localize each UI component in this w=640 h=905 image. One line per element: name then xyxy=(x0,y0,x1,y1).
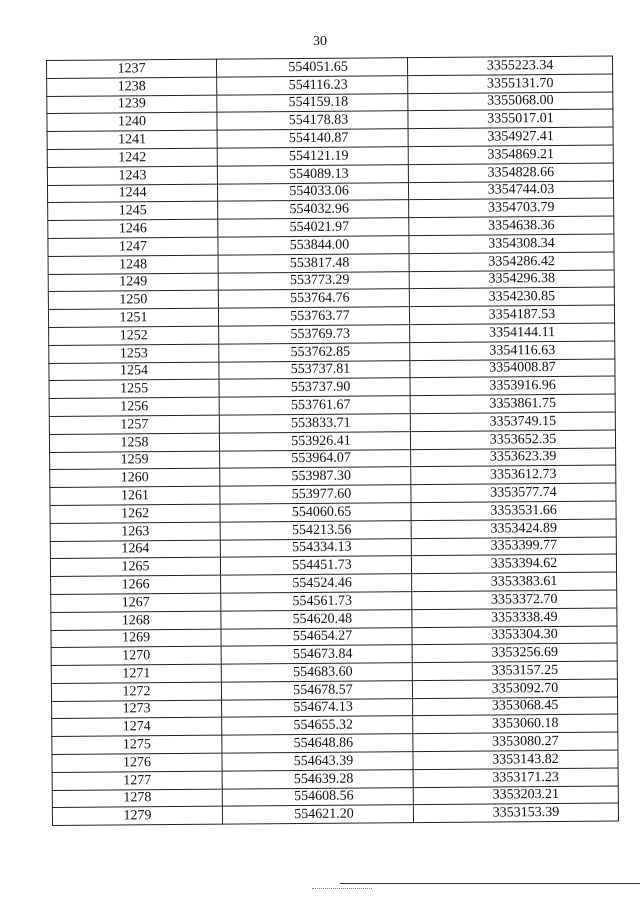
y-coordinate-value: 3353157.25 xyxy=(491,662,559,679)
x-coordinate-cell xyxy=(222,770,413,789)
point-number-value: 1254 xyxy=(119,363,149,379)
point-number-value: 1275 xyxy=(122,737,151,753)
x-coordinate-value: 554021.97 xyxy=(289,219,350,236)
x-coordinate-value: 554033.06 xyxy=(289,184,349,200)
y-coordinate-value: 3353080.27 xyxy=(492,734,559,750)
point-number-cell xyxy=(47,166,217,185)
y-coordinate-cell xyxy=(412,608,617,627)
y-coordinate-value: 3353060.18 xyxy=(491,716,559,732)
y-coordinate-value: 3354230.85 xyxy=(488,289,556,305)
x-coordinate-value: 554140.87 xyxy=(288,130,349,147)
y-coordinate-cell xyxy=(410,341,615,360)
y-coordinate-cell xyxy=(411,519,616,538)
x-coordinate-value: 553844.00 xyxy=(289,237,350,253)
y-coordinate-cell xyxy=(410,323,615,342)
point-number-cell xyxy=(49,433,219,452)
x-coordinate-cell xyxy=(222,734,413,753)
point-number-value: 1250 xyxy=(119,292,148,308)
point-number-cell xyxy=(50,486,220,505)
x-coordinate-cell xyxy=(219,360,410,379)
point-number-cell xyxy=(47,130,217,149)
point-number-value: 1269 xyxy=(121,630,151,646)
x-coordinate-cell xyxy=(219,396,410,415)
x-coordinate-cell xyxy=(218,307,409,326)
x-coordinate-value: 554121.19 xyxy=(288,148,349,164)
point-number-value: 1238 xyxy=(117,78,146,95)
y-coordinate-cell xyxy=(410,376,615,395)
y-coordinate-cell xyxy=(409,252,614,271)
y-coordinate-cell xyxy=(413,768,618,787)
y-coordinate-cell xyxy=(411,501,616,520)
point-number-cell xyxy=(51,646,221,665)
y-coordinate-value: 3353861.75 xyxy=(489,395,557,412)
x-coordinate-value: 553769.73 xyxy=(290,326,350,342)
point-number-cell xyxy=(52,753,222,772)
x-coordinate-cell xyxy=(221,645,412,664)
y-coordinate-cell xyxy=(411,448,616,467)
y-coordinate-value: 3353399.77 xyxy=(490,538,558,554)
y-coordinate-cell xyxy=(413,715,618,734)
point-number-value: 1268 xyxy=(121,612,150,628)
y-coordinate-value: 3353916.96 xyxy=(489,378,556,394)
x-coordinate-value: 554451.73 xyxy=(292,557,352,574)
x-coordinate-value: 554213.56 xyxy=(291,522,352,538)
x-coordinate-value: 554334.13 xyxy=(292,539,352,556)
y-coordinate-value: 3354927.41 xyxy=(487,128,554,145)
y-coordinate-value: 3354828.66 xyxy=(487,164,555,181)
x-coordinate-cell xyxy=(216,58,407,77)
y-coordinate-value: 3355017.01 xyxy=(487,111,554,127)
page-number: 30 xyxy=(313,34,327,49)
y-coordinate-value: 3353203.21 xyxy=(492,787,560,803)
y-coordinate-cell xyxy=(409,270,614,289)
point-number-value: 1258 xyxy=(120,434,149,450)
point-number-cell xyxy=(48,273,218,292)
y-coordinate-value: 3354008.87 xyxy=(489,360,556,376)
point-number-cell xyxy=(48,291,218,310)
point-number-value: 1239 xyxy=(117,96,146,112)
x-coordinate-value: 554654.27 xyxy=(292,628,353,645)
point-number-cell xyxy=(52,771,222,790)
x-coordinate-value: 553833.71 xyxy=(291,415,351,431)
y-coordinate-cell xyxy=(408,145,613,164)
y-coordinate-cell xyxy=(408,163,613,182)
point-number-value: 1241 xyxy=(118,132,147,148)
x-coordinate-value: 553761.67 xyxy=(290,397,351,414)
footer-dotted-mark xyxy=(312,888,372,889)
y-coordinate-value: 3353143.82 xyxy=(492,751,559,768)
y-coordinate-value: 3353394.62 xyxy=(490,556,558,572)
point-number-value: 1245 xyxy=(118,203,147,219)
point-number-cell xyxy=(47,77,217,96)
point-number-value: 1261 xyxy=(120,488,149,504)
y-coordinate-cell xyxy=(413,750,618,769)
coordinates-table-body xyxy=(47,56,619,826)
point-number-cell xyxy=(49,326,219,345)
x-coordinate-value: 554620.48 xyxy=(292,611,353,627)
x-coordinate-cell xyxy=(220,485,411,504)
point-number-cell xyxy=(52,718,222,737)
point-number-value: 1257 xyxy=(120,416,149,433)
x-coordinate-cell xyxy=(222,716,413,735)
x-coordinate-cell xyxy=(219,325,410,344)
point-number-cell xyxy=(48,308,218,327)
point-number-value: 1278 xyxy=(123,790,152,806)
point-number-value: 1248 xyxy=(119,256,148,272)
x-coordinate-cell xyxy=(217,182,408,201)
point-number-value: 1273 xyxy=(122,701,151,717)
point-number-value: 1277 xyxy=(123,772,152,789)
x-coordinate-cell xyxy=(217,147,408,166)
point-number-value: 1260 xyxy=(120,470,149,486)
y-coordinate-value: 3354869.21 xyxy=(487,146,555,163)
point-number-cell xyxy=(52,735,222,754)
y-coordinate-value: 3353171.23 xyxy=(492,769,559,786)
point-number-value: 1279 xyxy=(123,808,152,824)
point-number-value: 1262 xyxy=(121,505,150,522)
x-coordinate-cell xyxy=(219,342,410,361)
point-number-cell xyxy=(51,575,221,594)
point-number-cell xyxy=(52,807,222,826)
point-number-value: 1271 xyxy=(122,666,151,682)
x-coordinate-value: 554655.32 xyxy=(293,717,354,734)
point-number-value: 1256 xyxy=(120,399,149,415)
point-number-value: 1246 xyxy=(118,221,147,237)
x-coordinate-value: 553763.77 xyxy=(290,308,350,325)
x-coordinate-cell xyxy=(220,467,411,486)
y-coordinate-cell xyxy=(412,679,617,698)
x-coordinate-value: 554683.60 xyxy=(293,664,353,680)
point-number-value: 1266 xyxy=(121,577,150,593)
point-number-cell xyxy=(52,789,222,808)
point-number-cell xyxy=(50,451,220,470)
x-coordinate-value: 554673.84 xyxy=(292,646,353,663)
y-coordinate-cell xyxy=(408,127,613,146)
y-coordinate-cell xyxy=(411,465,616,484)
point-number-value: 1237 xyxy=(117,61,146,77)
point-number-value: 1247 xyxy=(118,238,148,255)
y-coordinate-value: 3355223.34 xyxy=(486,57,554,74)
y-coordinate-value: 3353068.45 xyxy=(491,698,559,715)
y-coordinate-value: 3353623.39 xyxy=(489,449,557,465)
y-coordinate-value: 3354703.79 xyxy=(487,200,555,216)
x-coordinate-value: 554051.65 xyxy=(288,59,348,75)
table-row xyxy=(52,803,618,825)
x-coordinate-cell xyxy=(219,431,410,450)
x-coordinate-value: 554524.46 xyxy=(292,575,352,591)
y-coordinate-value: 3354286.42 xyxy=(488,253,555,270)
y-coordinate-cell xyxy=(412,590,617,609)
x-coordinate-value: 554178.83 xyxy=(288,112,349,129)
y-coordinate-cell xyxy=(410,430,615,449)
x-coordinate-value: 553987.30 xyxy=(291,468,352,485)
x-coordinate-value: 554678.57 xyxy=(293,682,353,698)
y-coordinate-value: 3353531.66 xyxy=(490,502,557,519)
point-number-cell xyxy=(49,362,219,381)
x-coordinate-cell xyxy=(219,414,410,433)
y-coordinate-cell xyxy=(412,661,617,680)
y-coordinate-cell xyxy=(413,732,618,751)
x-coordinate-cell xyxy=(220,449,411,468)
x-coordinate-cell xyxy=(220,538,411,557)
x-coordinate-value: 553773.29 xyxy=(289,272,350,289)
y-coordinate-value: 3354744.03 xyxy=(487,182,555,198)
x-coordinate-value: 554159.18 xyxy=(288,95,349,111)
x-coordinate-cell xyxy=(222,698,413,717)
y-coordinate-value: 3354187.53 xyxy=(488,306,556,323)
y-coordinate-value: 3353383.61 xyxy=(490,573,558,590)
y-coordinate-cell xyxy=(410,394,615,413)
x-coordinate-cell xyxy=(220,556,411,575)
point-number-value: 1274 xyxy=(122,719,151,735)
x-coordinate-value: 554643.39 xyxy=(293,753,354,769)
x-coordinate-cell xyxy=(220,520,411,539)
x-coordinate-value: 554561.73 xyxy=(292,593,353,609)
point-number-value: 1252 xyxy=(119,327,148,344)
y-coordinate-value: 3354116.63 xyxy=(489,342,556,359)
x-coordinate-value: 554032.96 xyxy=(289,201,349,218)
point-number-cell xyxy=(48,202,218,221)
point-number-value: 1244 xyxy=(118,185,147,201)
x-coordinate-cell xyxy=(221,681,412,700)
y-coordinate-cell xyxy=(411,483,616,502)
x-coordinate-cell xyxy=(217,111,408,130)
y-coordinate-value: 3354296.38 xyxy=(488,271,556,287)
point-number-value: 1272 xyxy=(122,683,151,700)
y-coordinate-value: 3354308.34 xyxy=(488,235,555,252)
y-coordinate-value: 3353612.73 xyxy=(489,467,557,483)
x-coordinate-cell xyxy=(217,164,408,183)
x-coordinate-cell xyxy=(221,609,412,628)
point-number-cell xyxy=(49,397,219,416)
point-number-cell xyxy=(51,593,221,612)
point-number-cell xyxy=(50,468,220,487)
y-coordinate-value: 3353304.30 xyxy=(491,627,558,643)
y-coordinate-cell xyxy=(412,626,617,645)
y-coordinate-value: 3353153.39 xyxy=(492,805,560,821)
x-coordinate-value: 553817.48 xyxy=(289,255,350,271)
y-coordinate-cell xyxy=(408,92,613,111)
x-coordinate-cell xyxy=(218,236,409,255)
point-number-value: 1243 xyxy=(118,167,147,184)
x-coordinate-value: 553977.60 xyxy=(291,486,352,503)
point-number-cell xyxy=(49,415,219,434)
y-coordinate-cell xyxy=(412,643,617,662)
x-coordinate-cell xyxy=(222,805,413,824)
y-coordinate-cell xyxy=(408,74,613,93)
x-coordinate-cell xyxy=(217,93,408,112)
y-coordinate-cell xyxy=(413,803,618,822)
x-coordinate-cell xyxy=(218,271,409,290)
x-coordinate-cell xyxy=(219,378,410,397)
point-number-cell xyxy=(47,95,217,114)
x-coordinate-cell xyxy=(221,663,412,682)
x-coordinate-cell xyxy=(218,200,409,219)
x-coordinate-value: 554639.28 xyxy=(293,771,354,787)
point-number-cell xyxy=(50,504,220,523)
x-coordinate-value: 553762.85 xyxy=(290,344,351,360)
y-coordinate-value: 3355068.00 xyxy=(487,93,554,109)
point-number-cell xyxy=(49,344,219,363)
y-coordinate-cell xyxy=(413,697,618,716)
y-coordinate-cell xyxy=(409,287,614,306)
point-number-cell xyxy=(47,148,217,167)
y-coordinate-cell xyxy=(410,359,615,378)
y-coordinate-value: 3353577.74 xyxy=(490,484,557,501)
x-coordinate-value: 554060.65 xyxy=(291,504,352,520)
x-coordinate-value: 553737.90 xyxy=(290,379,351,396)
x-coordinate-cell xyxy=(218,218,409,237)
y-coordinate-value: 3354638.36 xyxy=(488,217,555,234)
x-coordinate-value: 554621.20 xyxy=(294,806,354,823)
point-number-value: 1259 xyxy=(120,452,149,468)
y-coordinate-value: 3353652.35 xyxy=(489,431,557,448)
y-coordinate-value: 3355131.70 xyxy=(486,75,554,92)
y-coordinate-cell xyxy=(412,572,617,591)
y-coordinate-value: 3354144.11 xyxy=(489,324,556,341)
x-coordinate-cell xyxy=(217,75,408,94)
point-number-cell xyxy=(52,700,222,719)
x-coordinate-value: 553926.41 xyxy=(291,433,351,449)
x-coordinate-value: 554674.13 xyxy=(293,700,353,716)
y-coordinate-value: 3353338.49 xyxy=(491,609,558,626)
point-number-cell xyxy=(50,540,220,559)
point-number-cell xyxy=(48,219,218,238)
x-coordinate-cell xyxy=(221,592,412,611)
x-coordinate-value: 553737.81 xyxy=(290,361,351,378)
x-coordinate-cell xyxy=(218,253,409,272)
point-number-cell xyxy=(47,59,217,78)
y-coordinate-cell xyxy=(408,181,613,200)
y-coordinate-value: 3353749.15 xyxy=(489,413,557,430)
point-number-value: 1264 xyxy=(121,541,150,557)
x-coordinate-value: 553964.07 xyxy=(291,450,351,467)
point-number-cell xyxy=(48,237,218,256)
y-coordinate-cell xyxy=(410,412,615,431)
point-number-value: 1251 xyxy=(119,310,148,326)
point-number-cell xyxy=(51,629,221,648)
point-number-value: 1276 xyxy=(122,755,152,771)
point-number-value: 1270 xyxy=(122,648,151,664)
point-number-cell xyxy=(48,255,218,274)
y-coordinate-value: 3353256.69 xyxy=(491,645,558,661)
y-coordinate-cell xyxy=(411,537,616,556)
x-coordinate-cell xyxy=(217,129,408,148)
point-number-value: 1249 xyxy=(119,274,148,290)
coordinates-table xyxy=(46,56,619,827)
point-number-cell xyxy=(47,113,217,132)
point-number-cell xyxy=(47,184,217,203)
x-coordinate-cell xyxy=(221,627,412,646)
x-coordinate-cell xyxy=(218,289,409,308)
y-coordinate-cell xyxy=(409,216,614,235)
y-coordinate-cell xyxy=(413,786,618,805)
x-coordinate-cell xyxy=(220,503,411,522)
point-number-cell xyxy=(51,682,221,701)
x-coordinate-value: 554648.86 xyxy=(293,735,354,752)
point-number-cell xyxy=(51,664,221,683)
point-number-value: 1265 xyxy=(121,559,150,575)
point-number-value: 1255 xyxy=(120,381,149,397)
x-coordinate-cell xyxy=(222,752,413,771)
y-coordinate-cell xyxy=(407,56,612,75)
point-number-value: 1240 xyxy=(117,114,147,130)
y-coordinate-cell xyxy=(409,305,614,324)
point-number-value: 1242 xyxy=(118,149,147,166)
x-coordinate-value: 553764.76 xyxy=(290,290,350,307)
y-coordinate-cell xyxy=(408,109,613,128)
point-number-value: 1267 xyxy=(121,594,150,611)
y-coordinate-value: 3353372.70 xyxy=(490,591,558,608)
x-coordinate-value: 554608.56 xyxy=(293,789,354,805)
y-coordinate-cell xyxy=(409,198,614,217)
y-coordinate-value: 3353092.70 xyxy=(491,680,559,697)
point-number-cell xyxy=(51,611,221,630)
footer-divider xyxy=(340,883,640,884)
y-coordinate-cell xyxy=(411,554,616,573)
point-number-cell xyxy=(49,379,219,398)
point-number-value: 1263 xyxy=(121,523,150,539)
point-number-cell xyxy=(50,557,220,576)
x-coordinate-value: 554116.23 xyxy=(288,77,348,93)
point-number-value: 1253 xyxy=(119,345,148,361)
x-coordinate-cell xyxy=(221,574,412,593)
y-coordinate-cell xyxy=(409,234,614,253)
point-number-cell xyxy=(50,522,220,541)
x-coordinate-cell xyxy=(222,787,413,806)
x-coordinate-value: 554089.13 xyxy=(289,166,349,182)
y-coordinate-value: 3353424.89 xyxy=(490,520,558,537)
